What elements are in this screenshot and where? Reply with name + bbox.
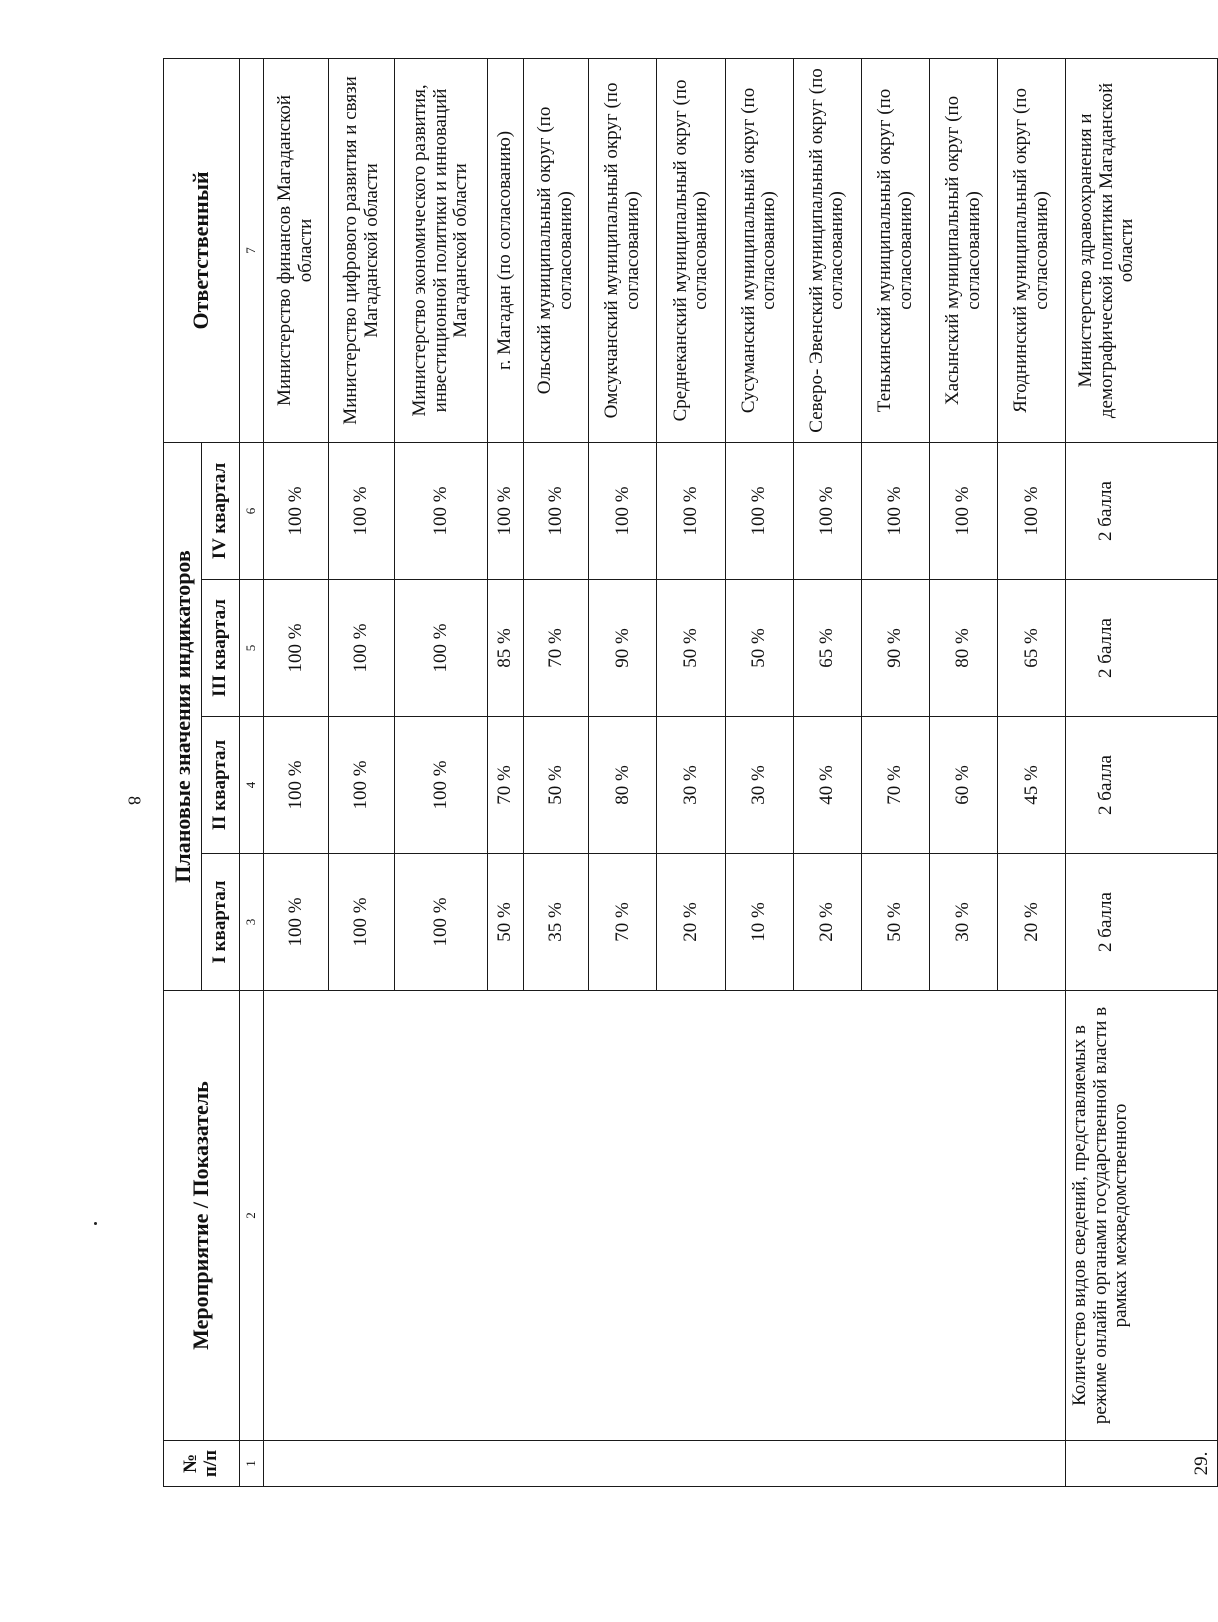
q1-value: 100 % [263,854,329,991]
responsible-cell: Тенькинский муниципальный округ (по согласованию) [861,58,929,442]
header-q4: IV квартал [201,442,239,579]
q3-value: 100 % [394,580,487,717]
q3-value: 85 % [488,580,523,717]
col-number: 6 [239,442,263,579]
q1-value: 100 % [394,854,487,991]
q4-value: 100 % [657,442,725,579]
row-activity-empty [263,991,1066,1441]
q3-value: 100 % [329,580,395,717]
q2-value: 80 % [589,717,657,854]
q1-value: 50 % [488,854,523,991]
responsible-cell: Северо- Эвенский муниципальный округ (по согласованию) [793,58,861,442]
header-no: № п/п [164,1441,240,1487]
responsible-cell: Министерство финансов Магаданской области [263,58,329,442]
responsible-cell: Министерство цифрового развития и связи Магаданской области [329,58,395,442]
q4-value: 100 % [488,442,523,579]
q3-value: 50 % [657,580,725,717]
responsible-cell: Среднеканский муниципальный округ (по согласованию) [657,58,725,442]
q4-value: 100 % [329,442,395,579]
q3-value: 50 % [725,580,793,717]
col-number: 3 [239,854,263,991]
table-row [263,58,329,1486]
q1-value: 35 % [523,854,589,991]
col-number: 2 [239,991,263,1441]
q3-value: 70 % [523,580,589,717]
table-row-item-29 [1066,58,1218,1486]
q2-value: 30 % [657,717,725,854]
q4-value: 100 % [589,442,657,579]
q2-value: 30 % [725,717,793,854]
q2-value: 100 % [329,717,395,854]
q3-value: 100 % [263,580,329,717]
responsible-cell: Омсукчанский муниципальный округ (по согласованию) [589,58,657,442]
responsible-cell: Хасынский муниципальный округ (по согласованию) [930,58,998,442]
q1-value: 30 % [930,854,998,991]
q2-value: 100 % [263,717,329,854]
q1-value: 20 % [998,854,1066,991]
q3-value: 80 % [930,580,998,717]
scan-speck [94,1222,97,1225]
q2-value: 70 % [861,717,929,854]
q1-value: 20 % [793,854,861,991]
responsible-cell: Министерство экономического развития, инвестиционной политики и инноваций Магаданской области [394,58,487,442]
q4-value: 100 % [725,442,793,579]
responsible-cell: Министерство здравоохранения и демографической политики Магаданской области [1066,58,1218,442]
row-no-empty [263,1441,1066,1487]
q2-value: 100 % [394,717,487,854]
q2-value: 50 % [523,717,589,854]
responsible-cell: Ягоднинский муниципальный округ (по согласованию) [998,58,1066,442]
responsible-cell: г. Магадан (по согласованию) [488,58,523,442]
q4-value: 100 % [523,442,589,579]
header-q2: II квартал [201,717,239,854]
col-number: 4 [239,717,263,854]
q4-value: 100 % [861,442,929,579]
q1-value: 20 % [657,854,725,991]
q3-value: 2 балла [1066,580,1218,717]
q4-value: 100 % [263,442,329,579]
indicators-table [163,58,1218,1487]
q4-value: 100 % [998,442,1066,579]
q2-value: 45 % [998,717,1066,854]
responsible-cell: Ольский муниципальный округ (по согласованию) [523,58,589,442]
page-number: 8 [124,796,145,805]
header-row-1 [164,58,202,1486]
header-q1: I квартал [201,854,239,991]
q2-value: 70 % [488,717,523,854]
q4-value: 2 балла [1066,442,1218,579]
col-number: 7 [239,58,263,442]
q3-value: 65 % [998,580,1066,717]
q1-value: 2 балла [1066,854,1218,991]
responsible-cell: Сусуманский муниципальный округ (по согласованию) [725,58,793,442]
q4-value: 100 % [394,442,487,579]
q3-value: 90 % [861,580,929,717]
header-q3: III квартал [201,580,239,717]
q3-value: 90 % [589,580,657,717]
col-number: 5 [239,580,263,717]
q1-value: 10 % [725,854,793,991]
rotated-table-wrapper [163,59,1218,1487]
q2-value: 40 % [793,717,861,854]
activity-description: Количество видов сведений, представляемых в режиме онлайн органами государственной власти в рамках межведомственного [1066,991,1218,1441]
header-responsible: Ответственный [164,58,240,442]
q1-value: 100 % [329,854,395,991]
q4-value: 100 % [930,442,998,579]
q2-value: 2 балла [1066,717,1218,854]
q1-value: 70 % [589,854,657,991]
header-plan: Плановые значения индикаторов [164,442,202,990]
column-number-row [239,58,263,1486]
q4-value: 100 % [793,442,861,579]
q1-value: 50 % [861,854,929,991]
header-activity: Мероприятие / Показатель [164,991,240,1441]
q2-value: 60 % [930,717,998,854]
row-number: 29. [1066,1441,1218,1487]
q3-value: 65 % [793,580,861,717]
col-number: 1 [239,1441,263,1487]
